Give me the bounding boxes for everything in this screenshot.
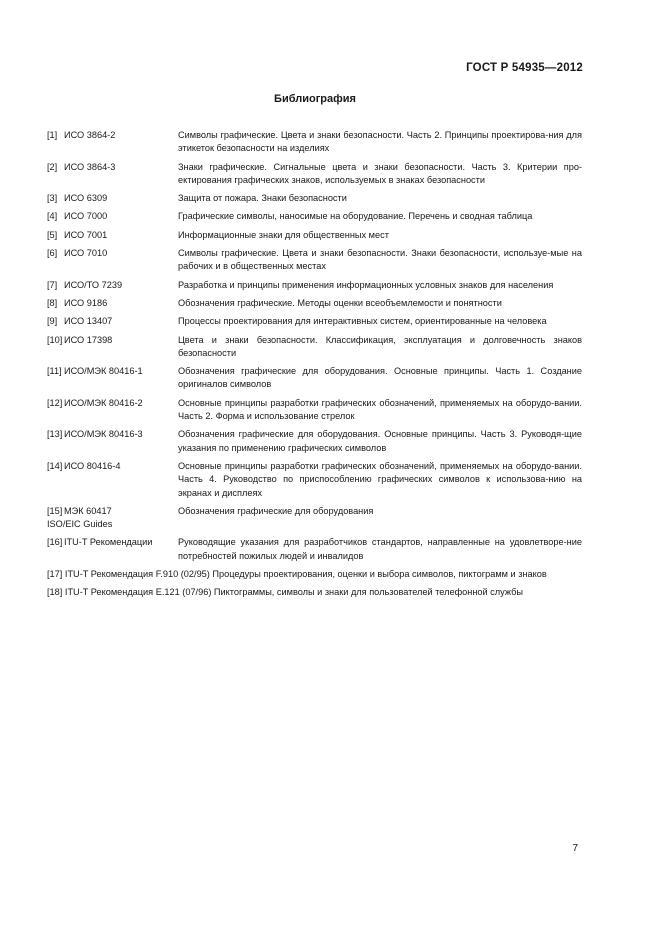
reference-description: Процессы проектирования для интерактивных систем, ориентированные на человека [178,316,547,327]
standard-code: ГОСТ Р 54935—2012 [466,62,583,74]
reference-number: [16] [47,537,63,548]
page-number: 7 [572,843,578,854]
reference-document: ИСО 13407 [64,316,113,327]
reference-item [47,247,582,274]
reference-item [47,129,582,156]
reference-item [47,315,582,328]
reference-description: Основные принципы разработки графических обозначений, применяемых на оборудо-вании. Часть 4. Руководство по приспособлению графических символов к использова-нию на экранах и дисплеях [178,460,582,498]
reference-number: [9] [47,316,58,327]
reference-document: ИСО 7000 [64,211,108,222]
reference-text: ITU-T Рекомендация F.910 (02/95) Процедуры проектирования, оценки и выбора символов, пиктограмм и знаков [64,569,547,580]
reference-item [47,192,582,205]
reference-document: ITU-T Рекомендации [64,537,153,548]
reference-full-text [47,568,582,581]
reference-item [47,279,582,292]
reference-number: [8] [47,297,58,308]
reference-number: [3] [47,193,58,204]
reference-description: Символы графические. Цвета и знаки безопасности. Часть 2. Принципы проектирова-ния для этикеток безопасности на изделиях [178,130,582,154]
reference-item [47,365,582,392]
reference-description: Символы графические. Цвета и знаки безопасности. Знаки безопасности, используе-мые на рабочих и в общественных местах [178,248,582,272]
reference-document: ИСО/МЭК 80416-2 [64,397,143,408]
reference-document: ИСО/МЭК 80416-1 [64,366,143,377]
reference-number: [12] [47,397,63,408]
reference-document: ИСО 80416-4 [64,460,121,471]
reference-subgroup: ISO/EIC Guides [47,519,113,530]
reference-item [47,297,582,310]
reference-document: ИСО 7010 [64,248,108,259]
reference-item [47,586,582,599]
reference-number: [1] [47,130,58,140]
reference-description: Графические символы, наносимые на оборудование. Перечень и сводная таблица [178,211,533,222]
reference-item [47,505,582,532]
reference-description: Информационные знаки для общественных мест [178,229,389,240]
reference-number: [13] [47,429,63,440]
reference-full-text [47,586,582,599]
reference-number: [6] [47,248,58,259]
reference-description: Руководящие указания для разработчиков стандартов, направленные на удовлетворе-ние потребностей пожилых людей и инвалидов [178,537,582,561]
reference-item [47,428,582,455]
reference-description: Основные принципы разработки графических обозначений, применяемых на оборудо-вании. Часть 2. Форма и использование стрелок [178,397,582,422]
reference-item [47,397,582,424]
reference-number: [11] [47,366,62,377]
reference-document: ИСО/ТО 7239 [64,279,123,290]
reference-number: [14] [47,460,63,471]
reference-item [47,229,582,242]
reference-document: ИСО 9186 [64,297,108,308]
reference-item [47,536,582,563]
reference-number: [5] [47,229,58,240]
reference-number: [18] [47,587,63,598]
reference-description: Разработка и принципы применения информационных условных знаков для населения [178,279,554,290]
reference-number: [4] [47,211,58,222]
reference-item [47,460,582,500]
reference-document: ИСО 7001 [64,229,108,240]
reference-item [47,210,582,223]
reference-number: [17] [47,569,63,580]
reference-document: ИСО/МЭК 80416-3 [64,429,143,440]
reference-description: Цвета и знаки безопасности. Классификация, эксплуатация и долговечность знаков безопасности [178,334,582,358]
reference-document: ИСО 17398 [64,334,113,345]
reference-description: Обозначения графические. Методы оценки всеобъемлемости и понятности [178,297,502,308]
reference-item [47,334,582,361]
reference-document: ИСО 3864-2 [64,130,116,140]
reference-number: [10] [47,334,63,345]
reference-text: ITU-T Рекомендация E.121 (07/96) Пиктограммы, символы и знаки для пользователей телефонной службы [64,587,523,598]
reference-document: ИСО 3864-3 [64,161,116,172]
reference-number: [15] [47,505,63,516]
reference-item [47,568,582,581]
reference-item [47,161,582,188]
reference-number: [7] [47,279,58,290]
reference-description: Защита от пожара. Знаки безопасности [178,193,347,204]
reference-description: Обозначения графические для оборудования. Основные принципы. Часть 1. Создание оригиналов символов [178,366,582,390]
reference-document: МЭК 60417 [64,505,112,516]
reference-description: Знаки графические. Сигнальные цвета и знаки безопасности. Часть 3. Критерии про-ектирования графических знаков, используемых в знаках безопасности [178,161,582,185]
reference-document: ИСО 6309 [64,193,108,204]
bibliography-title: Библиография [274,93,356,105]
reference-description: Обозначения графические для оборудования [178,505,374,516]
reference-description: Обозначения графические для оборудования. Основные принципы. Часть 3. Руководя-щие указания по применению графических символов [178,429,582,453]
reference-number: [2] [47,161,58,172]
reference-list [47,129,582,605]
